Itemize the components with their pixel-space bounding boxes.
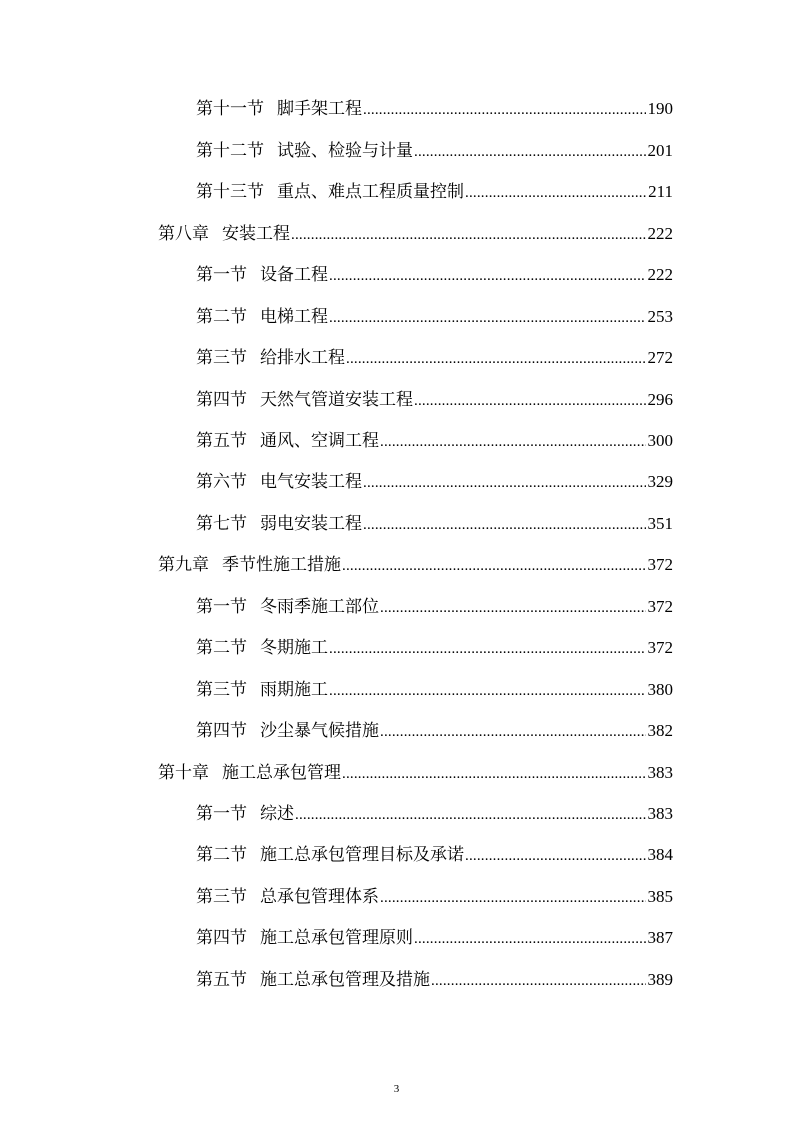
toc-entry-title: 季节性施工措施	[222, 555, 341, 575]
toc-entry-title: 总承包管理体系	[260, 887, 379, 907]
toc-leader-dots	[363, 513, 646, 537]
toc-entry-page: 272	[647, 348, 673, 367]
toc-leader-dots	[465, 844, 646, 868]
toc-entry-title: 重点、难点工程质量控制	[277, 182, 464, 202]
toc-entry-page: 201	[647, 141, 673, 160]
toc-entry-label: 第九章	[158, 555, 209, 575]
toc-entry-label: 第十二节	[196, 141, 264, 161]
toc-entry-page: 389	[647, 970, 673, 989]
toc-entry-label: 第四节	[196, 928, 247, 948]
toc-entry[interactable]	[196, 388, 673, 412]
toc-entry-label: 第二节	[196, 307, 247, 327]
toc-leader-dots	[380, 886, 646, 910]
toc-chapter-entry[interactable]	[158, 222, 673, 246]
toc-entry-title: 脚手架工程	[277, 99, 362, 119]
toc-chapter-entry[interactable]	[158, 761, 673, 785]
toc-entry-title: 电梯工程	[260, 307, 328, 327]
toc-leader-dots	[465, 181, 646, 205]
toc-entry-label: 第二节	[196, 845, 247, 865]
toc-entry-label: 第一节	[196, 265, 247, 285]
toc-entry-page: 351	[647, 514, 673, 533]
toc-entry-title: 电气安装工程	[260, 472, 362, 492]
toc-leader-dots	[295, 803, 646, 827]
toc-entry-title: 弱电安装工程	[260, 514, 362, 534]
toc-entry-title: 冬雨季施工部位	[260, 597, 379, 617]
toc-entry[interactable]	[196, 139, 673, 163]
toc-entry-label: 第五节	[196, 431, 247, 451]
toc-entry-page: 382	[647, 721, 673, 740]
toc-entry-page: 372	[647, 597, 673, 616]
toc-entry-label: 第三节	[196, 887, 247, 907]
toc-leader-dots	[342, 554, 646, 578]
toc-entry-label: 第一节	[196, 804, 247, 824]
toc-entry-title: 施工总承包管理目标及承诺	[260, 845, 464, 865]
toc-entry[interactable]	[196, 180, 673, 204]
toc-leader-dots	[431, 969, 646, 993]
toc-entry-label: 第三节	[196, 680, 247, 700]
toc-leader-dots	[291, 223, 646, 247]
toc-entry-page: 329	[647, 472, 673, 491]
toc-entry-label: 第四节	[196, 390, 247, 410]
toc-entry[interactable]	[196, 470, 673, 494]
toc-entry-title: 施工总承包管理	[222, 763, 341, 783]
toc-entry[interactable]	[196, 595, 673, 619]
toc-entry-title: 试验、检验与计量	[277, 141, 413, 161]
toc-entry[interactable]	[196, 802, 673, 826]
toc-entry-page: 253	[647, 307, 673, 326]
toc-entry[interactable]	[196, 843, 673, 867]
toc-entry-label: 第一节	[196, 597, 247, 617]
toc-leader-dots	[329, 679, 646, 703]
toc-entry-label: 第十一节	[196, 99, 264, 119]
toc-entry-title: 雨期施工	[260, 680, 328, 700]
toc-entry[interactable]	[196, 636, 673, 660]
toc-entry-label: 第二节	[196, 638, 247, 658]
toc-entry-title: 冬期施工	[260, 638, 328, 658]
toc-entry-page: 222	[647, 265, 673, 284]
toc-entry[interactable]	[196, 968, 673, 992]
toc-entry-page: 383	[647, 763, 673, 782]
toc-entry-page: 372	[647, 638, 673, 657]
toc-entry-page: 190	[647, 99, 673, 118]
toc-entry[interactable]	[196, 346, 673, 370]
toc-entry[interactable]	[196, 885, 673, 909]
toc-entry[interactable]	[196, 97, 673, 121]
toc-entry-page: 383	[647, 804, 673, 823]
toc-leader-dots	[363, 98, 646, 122]
toc-entry[interactable]	[196, 305, 673, 329]
toc-entry-title: 施工总承包管理原则	[260, 928, 413, 948]
toc-entry[interactable]	[196, 429, 673, 453]
toc-entry-page: 387	[647, 928, 673, 947]
toc-entry-page: 222	[647, 224, 673, 243]
toc-entry-label: 第八章	[158, 224, 209, 244]
toc-leader-dots	[414, 927, 646, 951]
toc-entry-title: 天然气管道安装工程	[260, 390, 413, 410]
toc-entry-title: 沙尘暴气候措施	[260, 721, 379, 741]
toc-entry-label: 第十三节	[196, 182, 264, 202]
toc-entry-title: 设备工程	[260, 265, 328, 285]
toc-entry-label: 第三节	[196, 348, 247, 368]
toc-leader-dots	[380, 596, 646, 620]
toc-entry-title: 综述	[260, 804, 294, 824]
toc-entry-title: 通风、空调工程	[260, 431, 379, 451]
toc-entry-label: 第四节	[196, 721, 247, 741]
toc-entry[interactable]	[196, 678, 673, 702]
page-number: 3	[393, 1083, 400, 1095]
toc-entry[interactable]	[196, 512, 673, 536]
toc-entry-label: 第七节	[196, 514, 247, 534]
toc-leader-dots	[363, 471, 646, 495]
toc-entry-label: 第五节	[196, 970, 247, 990]
toc-entry[interactable]	[196, 926, 673, 950]
toc-leader-dots	[380, 720, 646, 744]
toc-entry-page: 372	[647, 555, 673, 574]
toc-entry-label: 第六节	[196, 472, 247, 492]
toc-entry-title: 安装工程	[222, 224, 290, 244]
toc-entry-label: 第十章	[158, 763, 209, 783]
toc-entry-title: 施工总承包管理及措施	[260, 970, 430, 990]
toc-leader-dots	[329, 264, 646, 288]
toc-entry-page: 384	[647, 845, 673, 864]
toc-entry-title: 给排水工程	[260, 348, 345, 368]
toc-leader-dots	[342, 762, 646, 786]
toc-entry-page: 385	[647, 887, 673, 906]
toc-leader-dots	[346, 347, 646, 371]
toc-leader-dots	[329, 306, 646, 330]
toc-entry-page: 211	[648, 182, 673, 201]
toc-entry-page: 300	[647, 431, 673, 450]
toc-entry-page: 296	[647, 390, 673, 409]
toc-entry-page: 380	[647, 680, 673, 699]
toc-chapter-entry[interactable]	[158, 553, 673, 577]
toc-entry[interactable]	[196, 719, 673, 743]
toc-leader-dots	[329, 637, 646, 661]
toc-entry[interactable]	[196, 263, 673, 287]
toc-leader-dots	[414, 140, 646, 164]
toc-leader-dots	[380, 430, 646, 454]
toc-leader-dots	[414, 389, 646, 413]
